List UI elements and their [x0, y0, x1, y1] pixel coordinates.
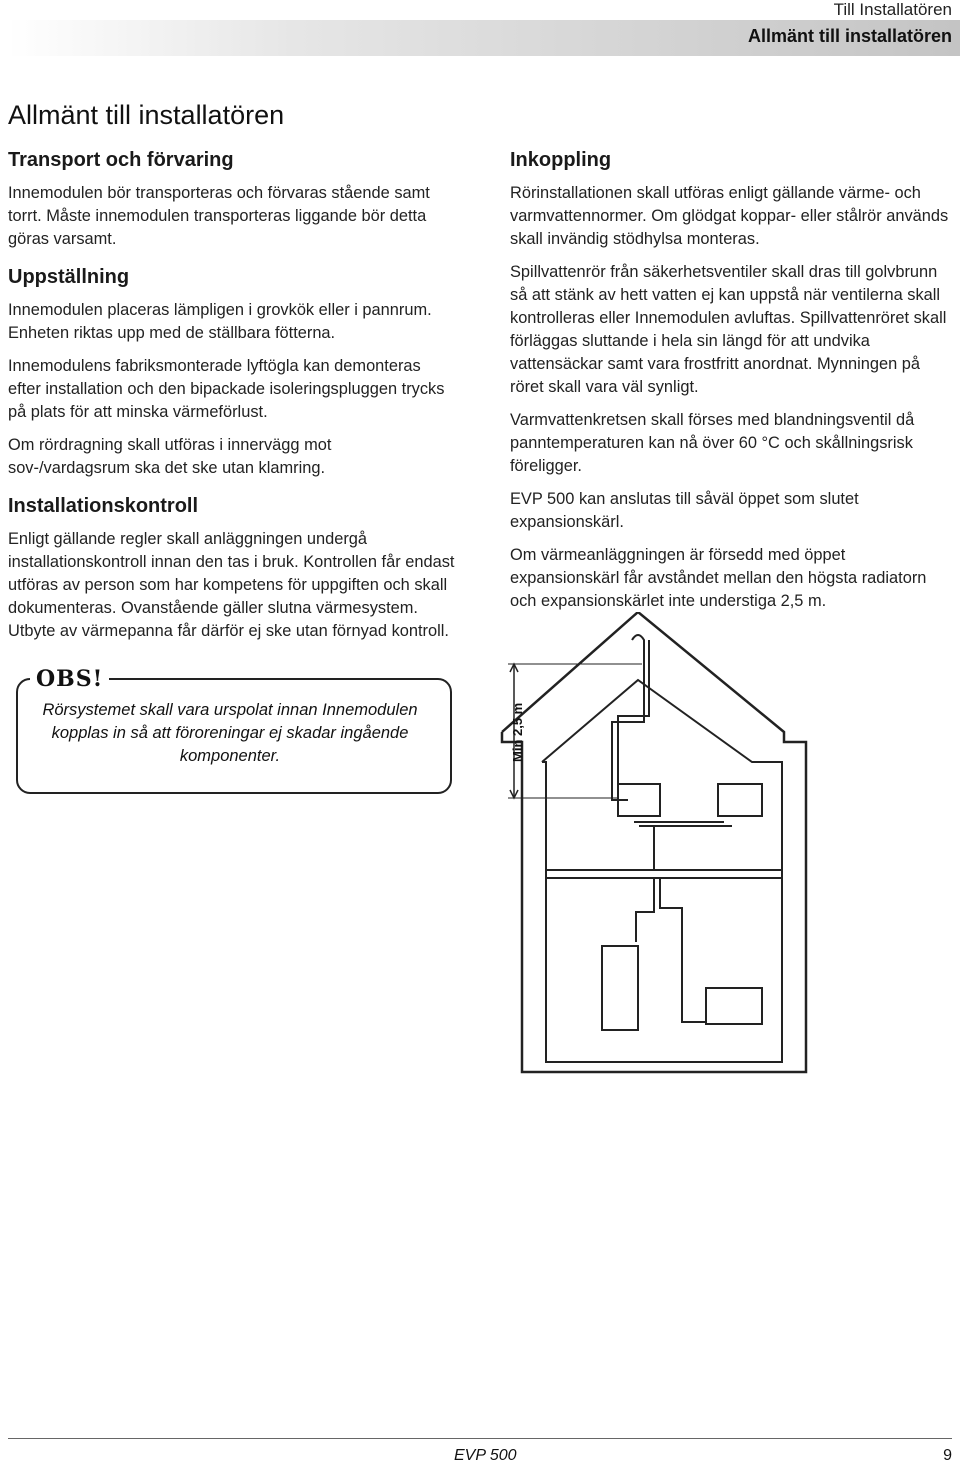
transport-heading: Transport och förvaring	[8, 149, 234, 171]
upper-radiator-pipes	[634, 822, 732, 870]
placement-paragraph-3: Om rördragning skall utföras i innervägg mot sov-/vardagsrum ska det ske utan klamring.	[8, 436, 332, 477]
connection-paragraph-3: Varmvattenkretsen skall förses med blandningsventil då panntemperaturen kan nå över 60 °C och skållningsrisk föreligger.	[510, 411, 915, 475]
dimension-label: Min 2,5 m	[510, 702, 525, 762]
header-section-label: Till Installatören	[833, 0, 952, 19]
footer-divider	[8, 1438, 952, 1439]
inspection-paragraph: Enligt gällande regler skall anläggningen undergå installationskontroll innan den tas i bruk. Kontrollen får endast utföras av person som har kompetens för uppgiften och skall dokumenteras. Ovanstående gäller slutna värmesystem. Utbyte av värmepanna får därför ej ske utan förnyad kontroll.	[8, 530, 455, 640]
placement-heading: Uppställning	[8, 266, 130, 288]
upper-radiator-right	[718, 784, 762, 816]
footer-page-number: 9	[943, 1447, 952, 1464]
obs-title: OBS!	[30, 666, 109, 692]
inspection-heading: Installationskontroll	[8, 495, 199, 517]
right-column	[510, 146, 956, 623]
left-column	[8, 146, 456, 653]
connection-paragraph-4: EVP 500 kan anslutas till såväl öppet som slutet expansionskärl.	[510, 490, 859, 531]
house-installation-diagram	[494, 612, 818, 1412]
riser-pipe-2	[660, 878, 706, 1022]
connection-paragraph-2: Spillvattenrör från säkerhetsventiler skall dras till golvbrunn så att stänk av hett vatten ej kan uppstå när ventilerna skall kontrolleras eller Innemodulen avluftas. Spillvattenröret skall förläggas sluttande i hela sin längd för att undvika vattensäckar samt vara frostfritt anordnat. Mynningen på röret skall vara väl synligt.	[510, 263, 947, 396]
page-title: Allmänt till installatören	[8, 100, 285, 130]
connection-paragraph-1: Rörinstallationen skall utföras enligt gällande värme- och varmvattennormer. Om glödgat koppar- eller stålrör används skall invändig stödhylsa monteras.	[510, 184, 949, 248]
header-bar-title: Allmänt till installatören	[747, 26, 952, 46]
lower-radiator	[706, 988, 762, 1024]
transport-paragraph: Innemodulen bör transporteras och förvaras stående samt torrt. Måste innemodulen transporteras liggande bör detta göras varsamt.	[8, 184, 430, 248]
riser-pipe-1	[636, 878, 654, 942]
connection-paragraph-5: Om värmeanläggningen är försedd med öppet expansionskärl får avståndet mellan den högsta radiatorn och expansionskärlet inte understiga 2,5 m.	[510, 546, 927, 610]
footer-product: EVP 500	[454, 1447, 517, 1464]
placement-paragraph-1: Innemodulen placeras lämpligen i grovkök eller i pannrum. Enheten riktas upp med de ställbara fötterna.	[8, 301, 432, 342]
obs-text: Rörsystemet skall vara urspolat innan Innemodulen kopplas in så att föroreningar ej skadar ingående komponenter.	[42, 701, 418, 765]
indoor-module	[602, 946, 638, 1030]
expansion-pipe	[612, 635, 644, 800]
connection-heading: Inkoppling	[510, 149, 612, 171]
header-bar	[8, 20, 960, 56]
placement-paragraph-2: Innemodulens fabriksmonterade lyftögla kan demonteras efter installation och den bipackade isoleringspluggen trycks på plats för att minska värmeförlust.	[8, 357, 445, 421]
